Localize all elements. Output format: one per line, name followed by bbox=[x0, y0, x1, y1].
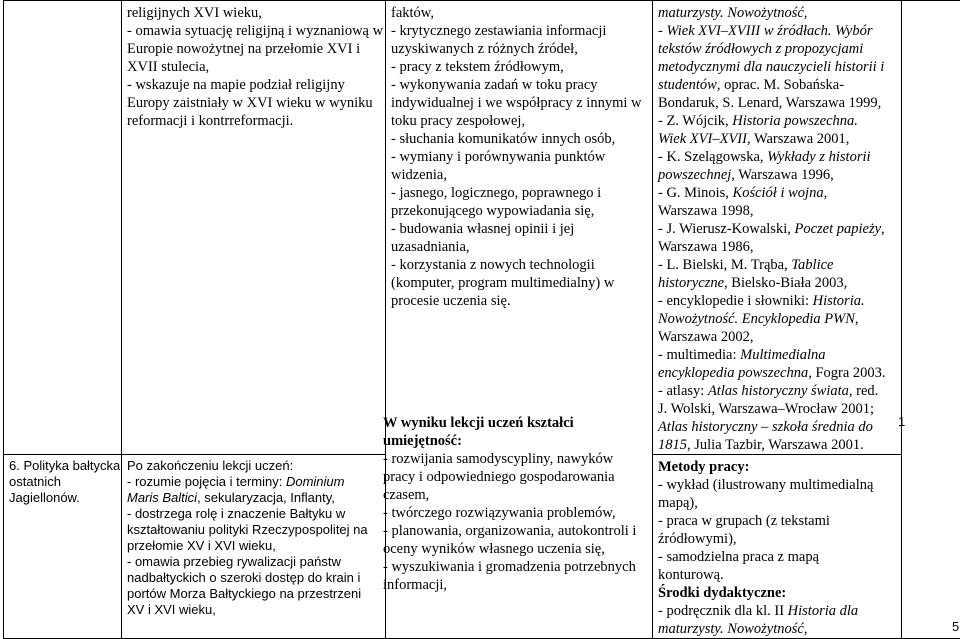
knowledge-cell-top bbox=[122, 1, 386, 455]
topic-title bbox=[9, 458, 121, 506]
knowledge-line bbox=[127, 554, 385, 570]
text-segment: - atlasy: bbox=[658, 383, 708, 399]
aids-list bbox=[658, 602, 901, 638]
material-line bbox=[658, 220, 901, 238]
topic-cell-top bbox=[4, 1, 122, 455]
methods-heading: Metody pracy: bbox=[658, 458, 901, 476]
knowledge-line bbox=[127, 522, 385, 538]
text-segment: Kościół i wojna bbox=[733, 185, 824, 201]
knowledge-line: religijnych XVI wieku, bbox=[127, 4, 385, 22]
skills-bottom-block bbox=[383, 414, 638, 594]
text-segment: - J. Wierusz-Kowalski, bbox=[658, 221, 794, 237]
materials-cell-top bbox=[653, 1, 902, 455]
text-segment: Maris Baltici bbox=[127, 490, 197, 505]
knowledge-bottom-list bbox=[127, 474, 385, 618]
knowledge-line bbox=[127, 538, 385, 554]
method-line: - wykład (ilustrowany multimedialną bbox=[658, 476, 901, 494]
text-segment: Atlas historyczny – szkoła średnia do bbox=[658, 419, 873, 435]
text-segment: Warszawa 1998, bbox=[658, 203, 753, 219]
text-segment: Wykłady z historii bbox=[767, 149, 870, 165]
topic-line: 6. Polityka bałtycka bbox=[9, 458, 121, 474]
text-segment: , Julia Tazbir, Warszawa 2001. bbox=[687, 437, 864, 453]
material-line bbox=[658, 184, 901, 202]
material-line bbox=[658, 166, 901, 184]
text-segment: , bbox=[824, 185, 828, 201]
material-line bbox=[658, 202, 901, 220]
topic-line: Jagiellonów. bbox=[9, 490, 121, 506]
text-segment: maturzysty. Nowożytność bbox=[658, 621, 804, 637]
material-line bbox=[658, 22, 901, 40]
knowledge-line: - omawia sytuację religijną i wyznaniową w bbox=[127, 22, 385, 40]
text-segment: - G. Minois, bbox=[658, 185, 733, 201]
text-segment: , Bielsko-Biała 2003, bbox=[724, 275, 847, 291]
text-segment: J. Wolski, Warszawa–Wrocław 2001; bbox=[658, 401, 874, 417]
text-segment: Multimedialna bbox=[740, 347, 825, 363]
text-segment: , bbox=[804, 621, 808, 637]
material-line bbox=[658, 382, 901, 400]
material-line bbox=[658, 400, 901, 418]
knowledge-line bbox=[127, 570, 385, 586]
material-line bbox=[658, 238, 901, 256]
page-number: 5 bbox=[952, 619, 959, 634]
skills-line: toku pracy zespołowej, bbox=[391, 112, 652, 130]
material-line bbox=[658, 148, 901, 166]
skills-bottom-list bbox=[383, 450, 638, 594]
method-line: - praca w grupach (z tekstami bbox=[658, 512, 901, 530]
skills-line: - wyszukiwania i gromadzenia potrzebnych bbox=[383, 558, 638, 576]
text-segment: - encyklopedie i słowniki: bbox=[658, 293, 813, 309]
methods-cell bbox=[653, 455, 902, 639]
text-segment: przełomie XV i XVI wieku, bbox=[127, 538, 276, 553]
skills-line: oceny wyników własnego uczenia się, bbox=[383, 540, 638, 558]
text-segment: , Warszawa 1996, bbox=[731, 167, 833, 183]
table-row-top bbox=[4, 1, 960, 455]
aid-line bbox=[658, 602, 901, 620]
text-segment: - multimedia: bbox=[658, 347, 740, 363]
text-segment: studentów bbox=[658, 77, 717, 93]
text-segment: - Wiek XVI–XVIII w źródłach. Wybór bbox=[658, 23, 873, 39]
material-line bbox=[658, 4, 901, 22]
skills-line: - słuchania komunikatów innych osób, bbox=[391, 130, 652, 148]
skills-line: - budowania własnej opinii i jej bbox=[391, 220, 652, 238]
text-segment: Warszawa 2002, bbox=[658, 329, 753, 345]
material-line bbox=[658, 292, 901, 310]
skills-line: pracy i odpowiedniego gospodarowania bbox=[383, 468, 638, 486]
skills-line: uzasadniania, bbox=[391, 238, 652, 256]
text-segment: maturzysty. Nowożytność, bbox=[658, 5, 807, 21]
skills-line: uzyskiwanych z różnych źródeł, bbox=[391, 40, 652, 58]
material-line bbox=[658, 274, 901, 292]
material-line bbox=[658, 94, 901, 112]
number-cell bbox=[902, 1, 960, 639]
skills-line: przekonującego wypowiadania się, bbox=[391, 202, 652, 220]
methods-list bbox=[658, 476, 901, 584]
text-segment: Warszawa 1986, bbox=[658, 239, 753, 255]
materials-list bbox=[658, 4, 901, 454]
text-segment: - Z. Wójcik, bbox=[658, 113, 732, 129]
text-segment: - podręcznik dla kl. II bbox=[658, 603, 788, 619]
knowledge-line: reformacji i kontrreformacji. bbox=[127, 112, 385, 130]
text-segment: powszechnej bbox=[658, 167, 731, 183]
text-segment: Tablice bbox=[791, 257, 833, 273]
topic-cell bbox=[4, 455, 122, 639]
text-segment: Historia powszechna. bbox=[732, 113, 858, 129]
text-segment: metodycznymi dla nauczycieli historii i bbox=[658, 59, 884, 75]
skills-line: - planowania, organizowania, autokontroli i bbox=[383, 522, 638, 540]
skills-line: procesie uczenia się. bbox=[391, 292, 652, 310]
text-segment: Historia dla bbox=[788, 603, 859, 619]
text-segment: - dostrzega rolę i znaczenie Bałtyku w bbox=[127, 506, 345, 521]
skills-line: faktów, bbox=[391, 4, 652, 22]
knowledge-line: Europie nowożytnej na przełomie XVI i bbox=[127, 40, 385, 58]
text-segment: , Warszawa 2001, bbox=[747, 131, 849, 147]
text-segment: 1815 bbox=[658, 437, 687, 453]
material-line bbox=[658, 436, 901, 454]
knowledge-line bbox=[127, 586, 385, 602]
knowledge-line: - wskazuje na mapie podział religijny bbox=[127, 76, 385, 94]
aid-line bbox=[658, 620, 901, 638]
text-segment: , Fogra 2003. bbox=[808, 365, 885, 381]
skills-line: - korzystania z nowych technologii bbox=[391, 256, 652, 274]
material-line bbox=[658, 130, 901, 148]
aids-heading: Środki dydaktyczne: bbox=[658, 584, 901, 602]
knowledge-line bbox=[127, 490, 385, 506]
skills-line: - rozwijania samodyscypliny, nawyków bbox=[383, 450, 638, 468]
knowledge-line: XVII stulecia, bbox=[127, 58, 385, 76]
row-number: 1 bbox=[898, 414, 905, 430]
skills-line: indywidualnej i we współpracy z innymi w bbox=[391, 94, 652, 112]
skills-heading-2: umiejętność: bbox=[383, 432, 638, 450]
text-segment: encyklopedia powszechna bbox=[658, 365, 808, 381]
skills-line: czasem, bbox=[383, 486, 638, 504]
skills-line: (komputer, program multimedialny) w bbox=[391, 274, 652, 292]
knowledge-line bbox=[127, 474, 385, 490]
skills-line: informacji, bbox=[383, 576, 638, 594]
text-segment: nadbałtyckich o szeroki dostęp do krain i bbox=[127, 570, 360, 585]
text-segment: , oprac. M. Sobańska- bbox=[717, 77, 844, 93]
text-segment: , red. bbox=[849, 383, 878, 399]
text-segment: , bbox=[855, 311, 859, 327]
text-segment: tekstów źródłowych z propozycjami bbox=[658, 41, 863, 57]
knowledge-cell-bottom bbox=[122, 455, 386, 639]
text-segment: Dominium bbox=[286, 474, 345, 489]
skills-line: - jasnego, logicznego, poprawnego i bbox=[391, 184, 652, 202]
material-line bbox=[658, 112, 901, 130]
knowledge-top-list bbox=[127, 4, 385, 130]
method-line: - samodzielna praca z mapą bbox=[658, 548, 901, 566]
text-segment: historyczne bbox=[658, 275, 724, 291]
text-segment: Atlas historyczny świata bbox=[708, 383, 849, 399]
skills-line: widzenia, bbox=[391, 166, 652, 184]
skills-line: - wymiany i porównywania punktów bbox=[391, 148, 652, 166]
material-line bbox=[658, 40, 901, 58]
text-segment: Bondaruk, S. Lenard, Warszawa 1999, bbox=[658, 95, 881, 111]
material-line bbox=[658, 310, 901, 328]
skills-heading-1: W wyniku lekcji uczeń kształci bbox=[383, 414, 638, 432]
method-line: źródłowymi), bbox=[658, 530, 901, 548]
skills-line: - twórczego rozwiązywania problemów, bbox=[383, 504, 638, 522]
material-line bbox=[658, 346, 901, 364]
text-segment: - K. Szelągowska, bbox=[658, 149, 767, 165]
knowledge-line bbox=[127, 506, 385, 522]
topic-line: ostatnich bbox=[9, 474, 121, 490]
text-segment: Nowożytność. Encyklopedia PWN bbox=[658, 311, 855, 327]
text-segment: - omawia przebieg rywalizacji państw bbox=[127, 554, 341, 569]
knowledge-line: Europy zaistniały w XVI wieku w wyniku bbox=[127, 94, 385, 112]
text-segment: Historia. bbox=[813, 293, 865, 309]
text-segment: - L. Bielski, M. Trąba, bbox=[658, 257, 791, 273]
material-line bbox=[658, 58, 901, 76]
material-line bbox=[658, 256, 901, 274]
skills-line: - wykonywania zadań w toku pracy bbox=[391, 76, 652, 94]
material-line bbox=[658, 76, 901, 94]
text-segment: Wiek XVI–XVII bbox=[658, 131, 747, 147]
method-line: mapą), bbox=[658, 494, 901, 512]
text-segment: , bbox=[881, 221, 885, 237]
skills-top-list bbox=[391, 4, 652, 310]
material-line bbox=[658, 418, 901, 436]
material-line bbox=[658, 328, 901, 346]
method-line: konturową. bbox=[658, 566, 901, 584]
text-segment: Poczet papieży bbox=[794, 221, 881, 237]
text-segment: , sekularyzacja, Inflanty, bbox=[197, 490, 335, 505]
skills-line: - pracy z tekstem źródłowym, bbox=[391, 58, 652, 76]
text-segment: - rozumie pojęcia i terminy: bbox=[127, 474, 286, 489]
knowledge-heading: Po zakończeniu lekcji uczeń: bbox=[127, 458, 385, 474]
text-segment: portów Morza Bałtyckiego na przestrzeni bbox=[127, 586, 361, 601]
text-segment: kształtowaniu polityki Rzeczypospolitej na bbox=[127, 522, 368, 537]
text-segment: XV i XVI wieku, bbox=[127, 602, 216, 617]
material-line bbox=[658, 364, 901, 382]
knowledge-line bbox=[127, 602, 385, 618]
skills-line: - krytycznego zestawiania informacji bbox=[391, 22, 652, 40]
